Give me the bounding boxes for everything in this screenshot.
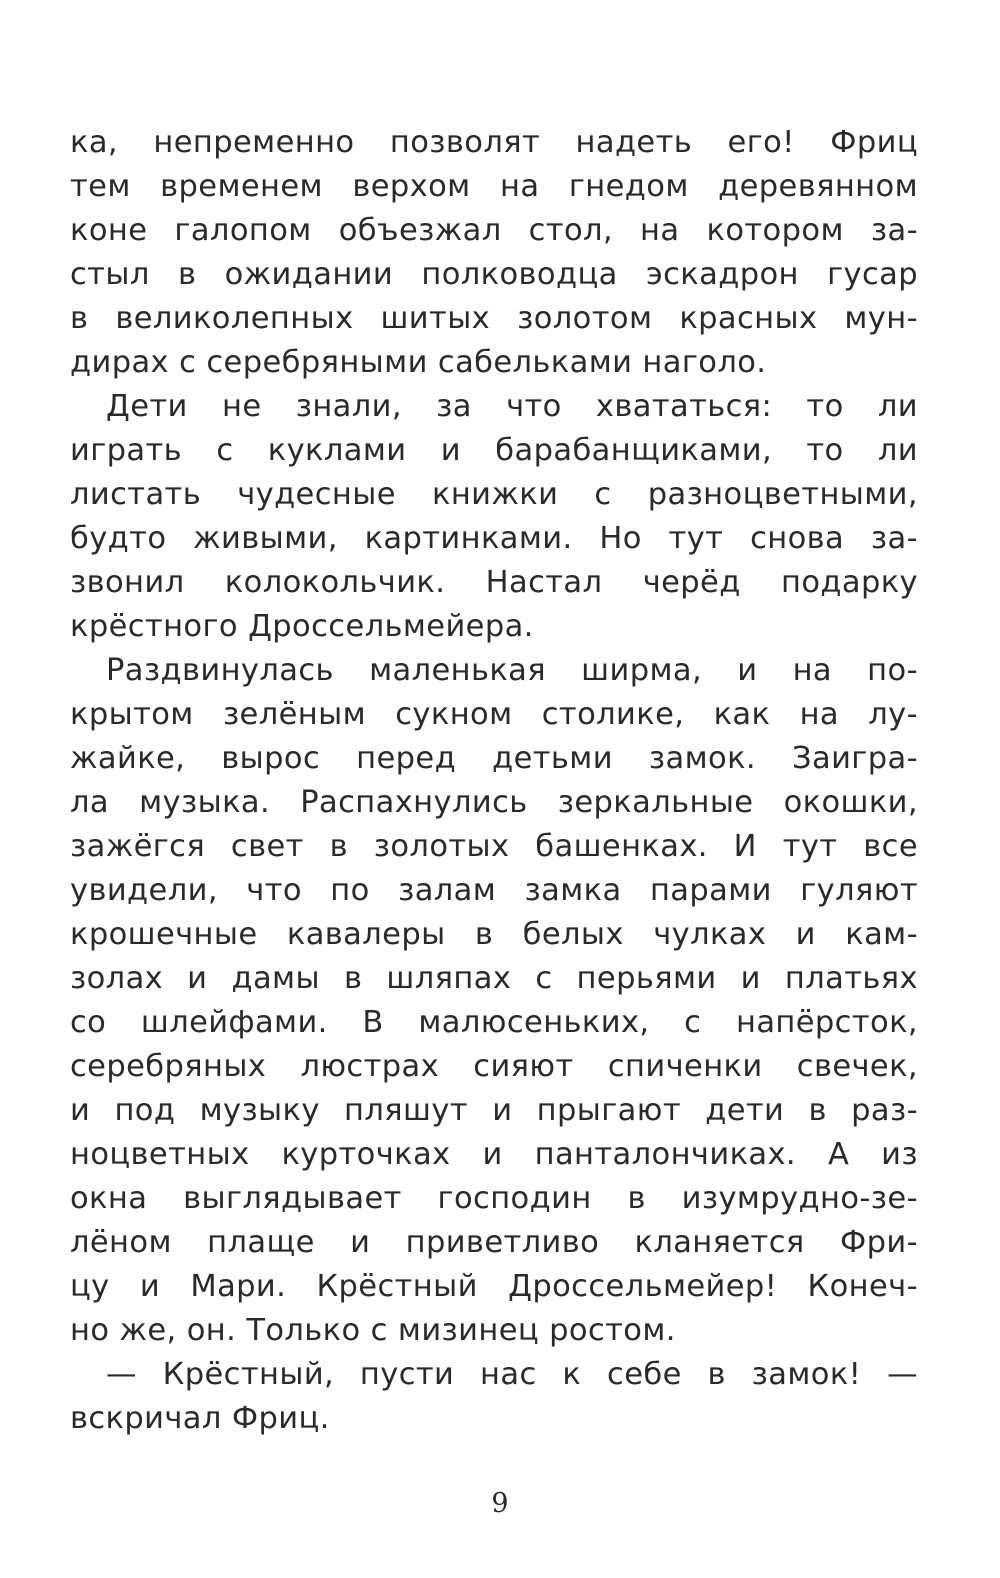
text-line: будто живыми, картинками. Но тут снова за- bbox=[70, 521, 918, 556]
text-line: лёном плаще и приветливо кланяется Фри- bbox=[70, 1225, 918, 1260]
text-line: окна выглядывает господин в изумрудно-зе- bbox=[70, 1181, 918, 1216]
text-line: звонил колокольчик. Настал черёд подарку bbox=[70, 565, 918, 600]
text-line: коне галопом объезжал стол, на котором за- bbox=[70, 213, 918, 248]
text-line: ла музыка. Распахнулись зеркальные окошки, bbox=[70, 785, 918, 820]
paragraph bbox=[70, 1353, 918, 1441]
paragraph bbox=[70, 385, 918, 649]
text-line: крёстного Дроссельмейера. bbox=[70, 609, 534, 644]
text-line: крошечные кавалеры в белых чулках и кам- bbox=[70, 917, 918, 952]
paragraph bbox=[70, 649, 918, 1353]
text-line: дирах с серебряными сабельками наголо. bbox=[70, 345, 767, 380]
text-line: ка, непременно позволят надеть его! Фриц bbox=[70, 125, 918, 160]
text-line: листать чудесные книжки с разноцветными, bbox=[70, 477, 918, 512]
text-line: со шлейфами. В малюсеньких, с напёрсток, bbox=[70, 1005, 918, 1040]
text-line: крытом зелёным сукном столике, как на лу- bbox=[70, 697, 918, 732]
text-line: вскричал Фриц. bbox=[70, 1401, 330, 1436]
text-line: цу и Мари. Крёстный Дроссельмейер! Конеч- bbox=[70, 1269, 918, 1304]
text-line: зажёгся свет в золотых башенках. И тут все bbox=[70, 829, 918, 864]
text-line: тем временем верхом на гнедом деревянном bbox=[70, 169, 918, 204]
text-line: и под музыку пляшут и прыгают дети в раз- bbox=[70, 1093, 918, 1128]
text-line: увидели, что по залам замка парами гуляют bbox=[70, 873, 918, 908]
text-line: но же, он. Только с мизинец ростом. bbox=[70, 1313, 676, 1348]
page-number: 9 bbox=[491, 1488, 509, 1519]
text-line: — Крёстный, пусти нас к себе в замок! — bbox=[106, 1357, 918, 1392]
body-text bbox=[70, 121, 918, 1441]
text-line: Дети не знали, за что хвататься: то ли bbox=[106, 389, 918, 424]
text-line: играть с куклами и барабанщиками, то ли bbox=[70, 433, 918, 468]
paragraph bbox=[70, 121, 918, 385]
text-line: в великолепных шитых золотом красных мун- bbox=[70, 301, 918, 336]
text-line: стыл в ожидании полководца эскадрон гусар bbox=[70, 257, 918, 292]
text-line: ноцветных курточках и панталончиках. А из bbox=[70, 1137, 918, 1172]
text-line: Раздвинулась маленькая ширма, и на по- bbox=[106, 653, 918, 688]
text-line: золах и дамы в шляпах с перьями и платьях bbox=[70, 961, 918, 996]
text-line: серебряных люстрах сияют спиченки свечек, bbox=[70, 1049, 918, 1084]
text-line: жайке, вырос перед детьми замок. Заигра- bbox=[70, 741, 918, 776]
